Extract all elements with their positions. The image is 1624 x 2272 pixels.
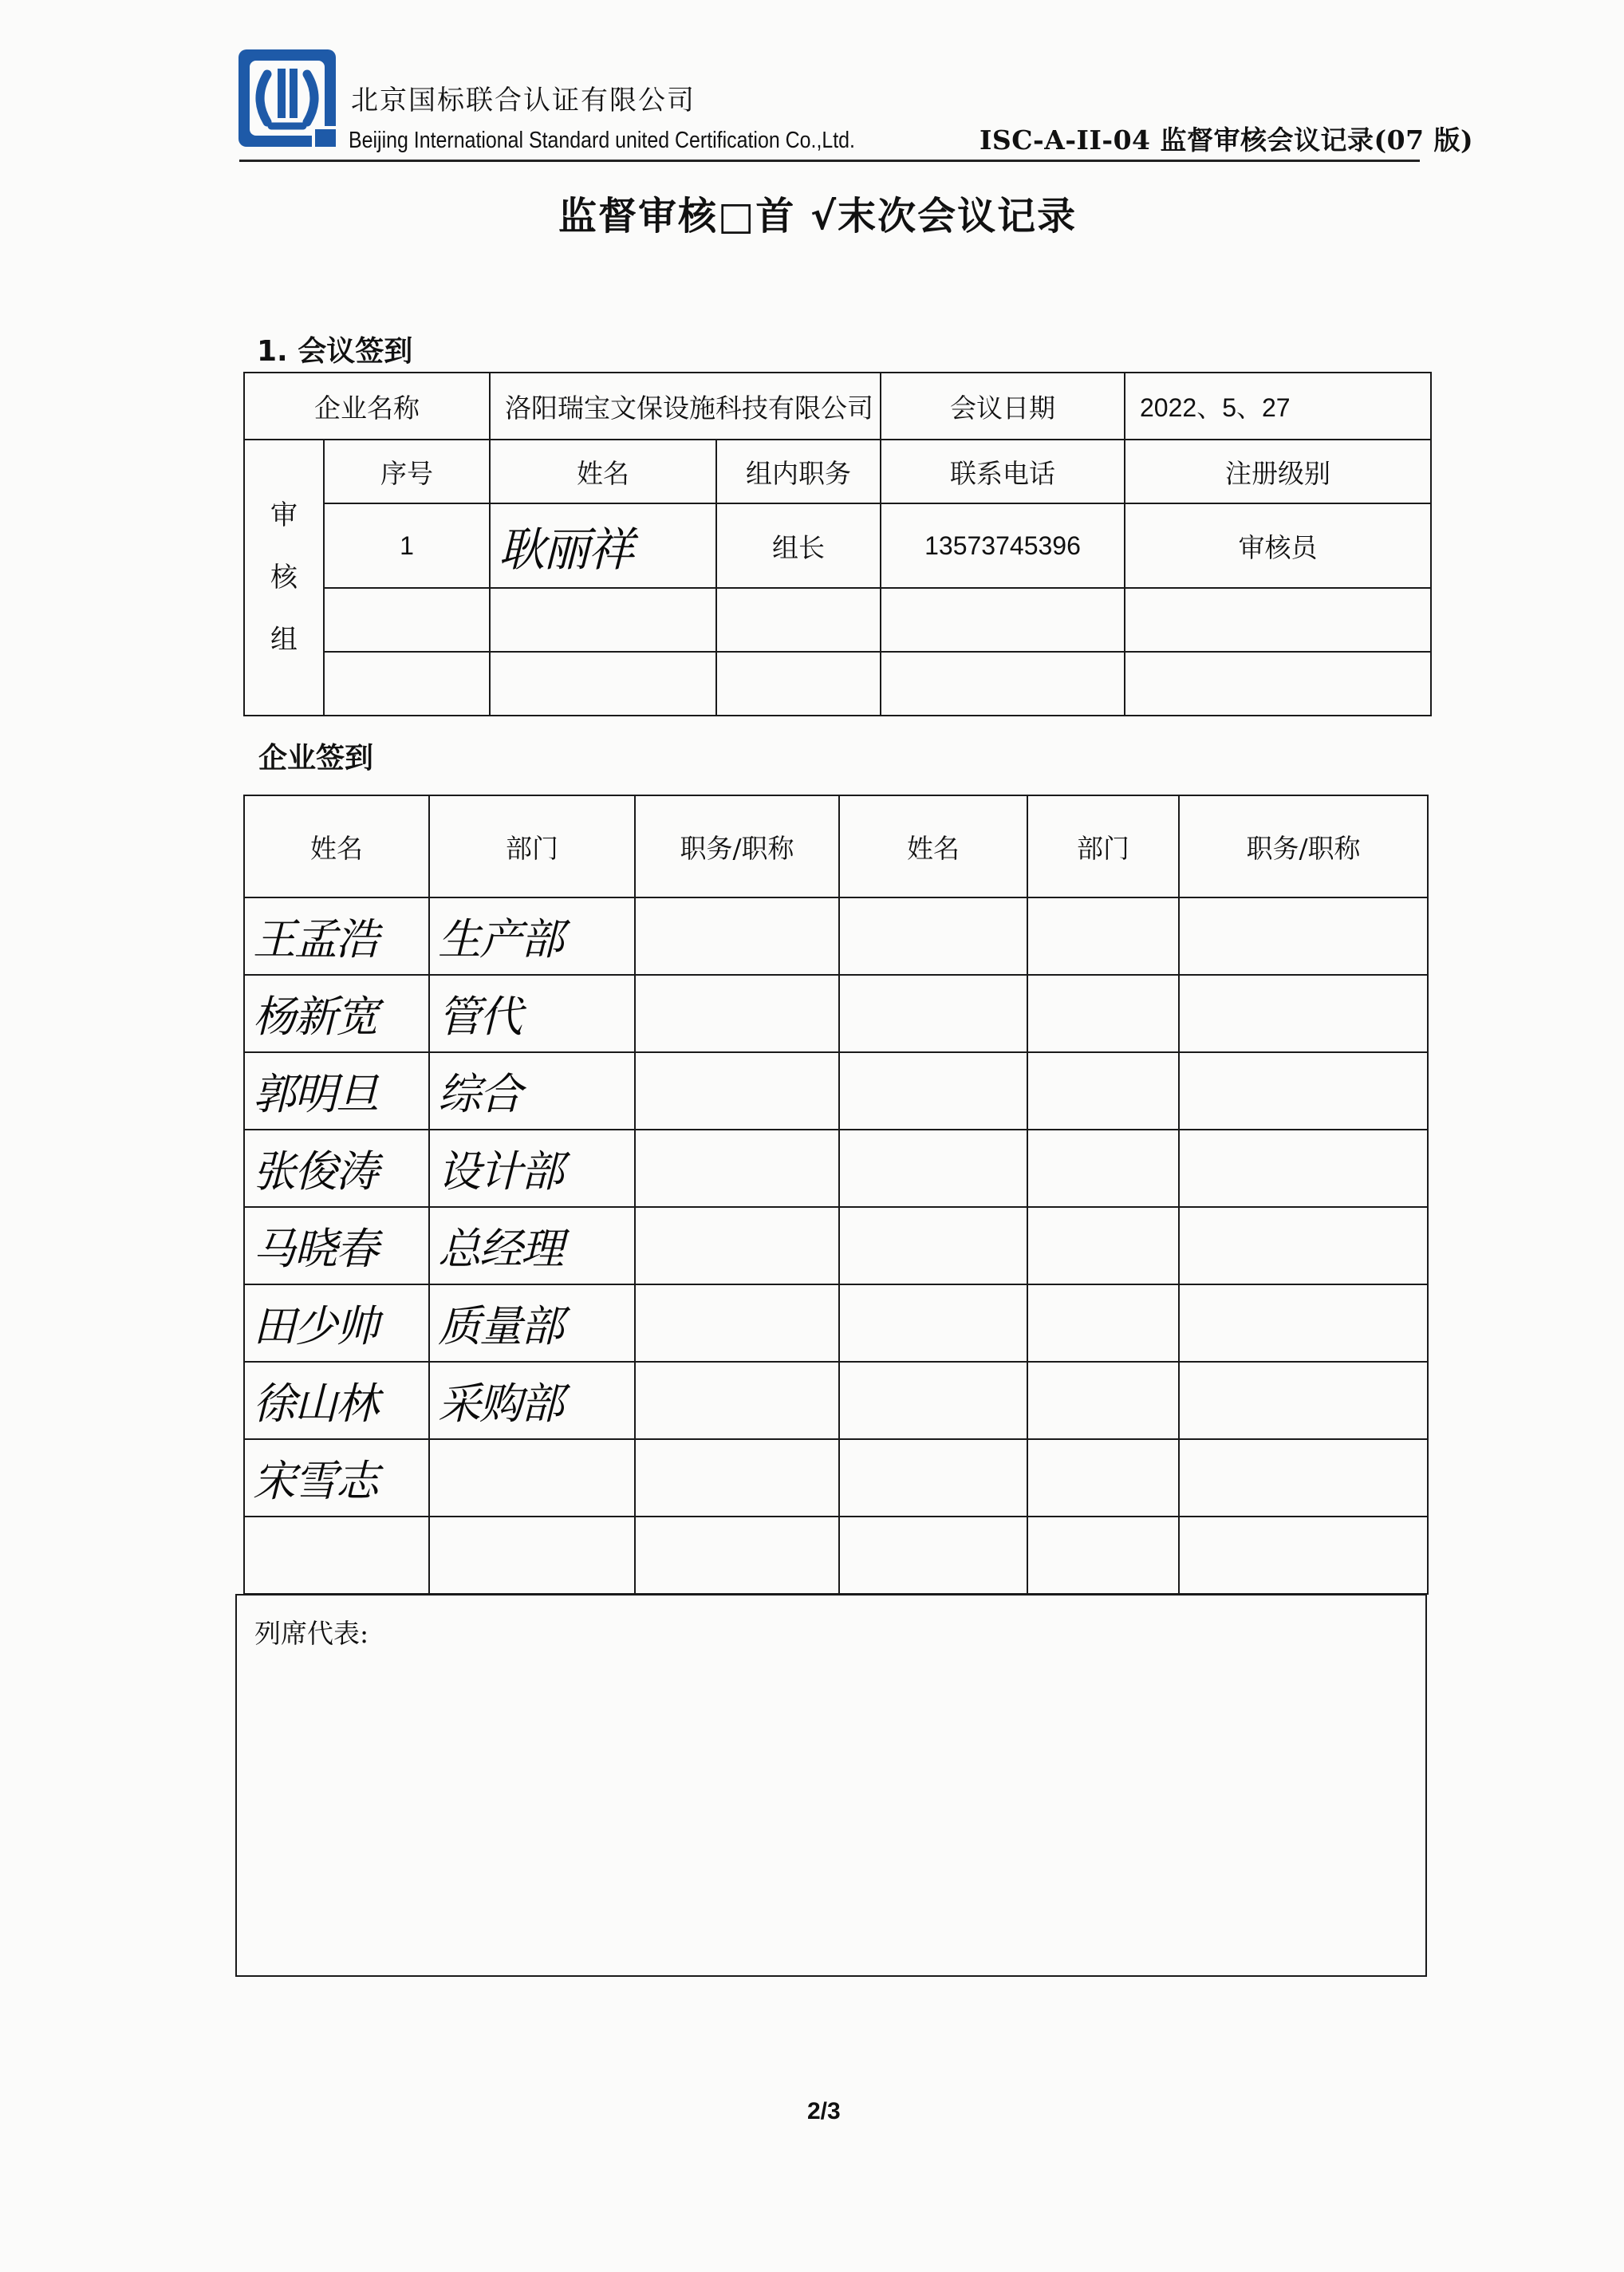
attendee-signature: 郭明旦 — [244, 1052, 429, 1130]
audit-group-label: 审 核 组 — [244, 440, 324, 716]
attendee-dept — [429, 1439, 635, 1517]
audit-signin-table — [243, 372, 1432, 716]
header-divider — [239, 160, 1420, 162]
col-header-dept-2: 部门 — [1027, 795, 1179, 897]
col-header-role: 组内职务 — [716, 440, 881, 503]
member-role: 组长 — [716, 503, 881, 588]
attendee-dept: 生产部 — [429, 897, 635, 975]
col-header-seq: 序号 — [324, 440, 490, 503]
page-number: 2/3 — [807, 2098, 841, 2124]
meeting-date-label: 会议日期 — [881, 373, 1125, 440]
table-row — [244, 1362, 1428, 1439]
company-name-en: Beijing International Standard united Certification Co.,Ltd. — [349, 128, 855, 153]
attendee-signature: 马晓春 — [244, 1207, 429, 1284]
table-row — [244, 897, 1428, 975]
attendee-dept: 采购部 — [429, 1362, 635, 1439]
table-row — [244, 1439, 1428, 1517]
col-header-phone: 联系电话 — [881, 440, 1125, 503]
member-signature: 耿丽祥 — [490, 503, 716, 588]
attendee-dept: 管代 — [429, 975, 635, 1052]
attendee-signature: 宋雪志 — [244, 1439, 429, 1517]
section-heading-signin: 1. 会议签到 — [257, 335, 413, 368]
attendee-dept: 设计部 — [429, 1130, 635, 1207]
form-code: ISC-A-II-04 监督审核会议记录(07 版) — [980, 124, 1474, 156]
col-header-title: 职务/职称 — [635, 795, 839, 897]
member-level: 审核员 — [1125, 503, 1431, 588]
table-row — [244, 1517, 1428, 1594]
table-row — [244, 1207, 1428, 1284]
company-name-value: 洛阳瑞宝文保设施科技有限公司 — [490, 373, 881, 440]
col-header-dept: 部门 — [429, 795, 635, 897]
col-header-name: 姓名 — [490, 440, 716, 503]
table-row — [244, 588, 1431, 652]
observers-box — [235, 1594, 1427, 1977]
member-phone: 13573745396 — [881, 503, 1125, 588]
attendee-dept: 总经理 — [429, 1207, 635, 1284]
attendee-dept: 综合 — [429, 1052, 635, 1130]
attendee-signature: 杨新宽 — [244, 975, 429, 1052]
col-header-title-2: 职务/职称 — [1179, 795, 1428, 897]
company-signin-table — [243, 795, 1429, 1595]
company-logo-icon — [235, 46, 339, 150]
table-row — [244, 1052, 1428, 1130]
observers-label: 列席代表: — [254, 1618, 369, 1649]
col-header-name: 姓名 — [244, 795, 429, 897]
col-header-name-2: 姓名 — [839, 795, 1027, 897]
col-header-level: 注册级别 — [1125, 440, 1431, 503]
table-row — [244, 1130, 1428, 1207]
table-row — [244, 1284, 1428, 1362]
company-name-label: 企业名称 — [244, 373, 490, 440]
company-name-cn: 北京国标联合认证有限公司 — [351, 85, 696, 116]
attendee-signature: 王孟浩 — [244, 897, 429, 975]
section-heading-company-signin: 企业签到 — [258, 742, 374, 775]
table-row — [244, 503, 1431, 588]
table-row — [244, 975, 1428, 1052]
attendee-dept: 质量部 — [429, 1284, 635, 1362]
document-title: 监督审核□首 √末次会议记录 — [558, 194, 1078, 239]
attendee-signature: 张俊涛 — [244, 1130, 429, 1207]
table-row — [244, 652, 1431, 716]
attendee-signature: 徐山林 — [244, 1362, 429, 1439]
attendee-signature: 田少帅 — [244, 1284, 429, 1362]
member-seq: 1 — [324, 503, 490, 588]
meeting-date-value: 2022、5、27 — [1125, 373, 1431, 440]
